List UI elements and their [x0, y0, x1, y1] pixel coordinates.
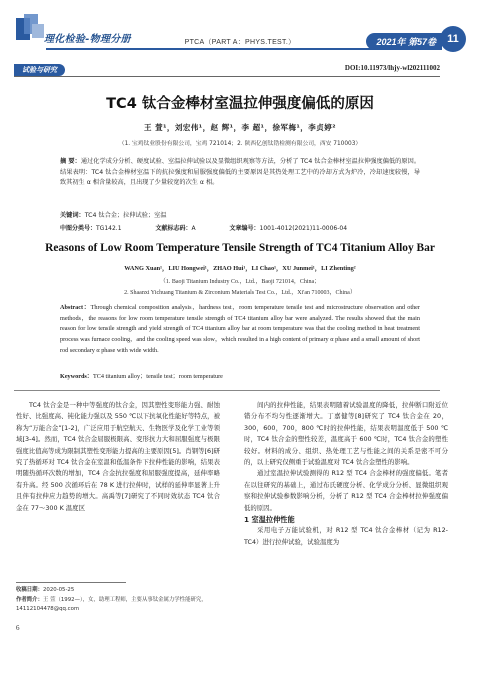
author-bio: 作者简介：王 萱（1992—），女，助理工程师，主要从事钛金属力学性能研究，14112104478@qq.com	[16, 596, 207, 612]
chinese-keywords-text: TC4 钛合金；拉伸试验；室温	[84, 212, 167, 219]
english-affiliation-1: （1. Baoji Titanium Industry Co.，Ltd.，Baoji 721014，China；	[159, 279, 321, 285]
received-date: 收稿日期：2020-05-25	[16, 587, 75, 593]
body-paragraph: 采用电子万能试验机，对 R12 型 TC4 钛合金棒材（记为 R12-TC4）进行拉伸试验，试验温度为	[244, 526, 448, 546]
english-keywords-label: Keywords：	[60, 373, 93, 380]
footnote	[16, 586, 226, 615]
body-column-left	[16, 400, 220, 570]
classification-line	[60, 223, 440, 232]
chinese-affiliation: （1. 宝鸡钛业股份有限公司，宝鸡 721014；2. 陕西亿创钛锆检测有限公司，西安 710003）	[118, 141, 362, 147]
journal-name: PTCA（PART A：PHYS.TEST.）	[184, 39, 296, 46]
doc-code-value: A	[191, 225, 196, 232]
year-volume-badge: 2021年 第57卷	[366, 33, 442, 50]
issue-number: 11	[440, 26, 466, 52]
article-id-value: 1001-4012(2021)11-0006-04	[259, 225, 348, 232]
journal-header	[0, 0, 480, 52]
footnote-rule	[16, 582, 126, 583]
chinese-abstract	[60, 157, 420, 189]
chinese-authors: 王 萱¹，刘宏伟¹，赵 辉¹，李 超¹，徐军梅¹，李贞婷²	[143, 123, 337, 132]
body-paragraph: 间内的拉伸性能，结果表明随着试验温度的降低，拉伸断口附近位错分布不均匀性逐渐增大。丁嘉健等[8]研究了 TC4 钛合金在 20，300，600，700，800 ℃时的拉伸性能，结果表明温度低于 500 ℃时，TC4 钛合金的塑性较差，温度高于 600 ℃时，TC4 钛合金的塑性较好。材料的成分、组织、热处理工艺与性能之间的关系是密不可分的，以上研究仅侧重于试验温度对 TC4 钛合金塑性的影响。	[244, 401, 448, 467]
english-abstract	[60, 303, 420, 357]
doc-code-label: 文献标志码：	[155, 225, 192, 232]
english-title: Reasons of Low Room Temperature Tensile Strength of TC4 Titanium Alloy Bar	[45, 242, 435, 254]
english-abstract-label: Abstract：	[60, 304, 91, 311]
article-id-label: 文章编号：	[229, 225, 260, 232]
english-abstract-text: Through chemical composition analysis，hardness test，room temperature tensile test and microstructure observation and other methods，the reasons for low room temperature tensile strength of TC4 titanium alloy bar were analyzed. The results showed that the main reason for low tensile strength and yield strength of TC4 titanium alloy bar at room temperature was that the cooling method in heat treatment process was furnace cooling，and the cooling speed was slow，which resulted in a high content of primary α phase and a small amount of short rod secondary α phase with wide width.	[60, 304, 420, 354]
abstract-divider	[14, 390, 440, 391]
page-number: 6	[16, 624, 20, 632]
chinese-keywords-label: 关键词：	[60, 212, 85, 219]
top-rule	[14, 76, 440, 77]
header-divider	[46, 48, 440, 50]
section-tag: 试验与研究	[14, 64, 65, 76]
clc-label: 中图分类号：	[60, 225, 97, 232]
body-paragraph: TC4 钛合金是一种中等强度的钛合金，因其塑性变形能力强、耐蚀性好、比强度高、钝化能力强以及 550 ℃以下抗氧化性能好等特点，被称为“万能合金”[1-2]，广泛应用于航空航天、生物医学及化学工业等领域[3-4]。然而，TC4 钛合金屈服极限高、变形抗力大和屈服强度与极限强度比值高等成为限制其塑性变形能力提高的主要原因[5]。肖钢等[6]研究了热循环对 TC4 钛合金在室温和低温条件下拉伸性能的影响，结果表明随热循环次数的增加，TC4 合金抗拉强度和屈服强度提高，延伸率略有升高。经 500 次循环后在 78 K 进行拉伸时，试样的延伸率显著上升且伴有拉伸应力趋势的增大。高禹等[7]研究了不同时效状态 TC4 钛合金在 77～300 K 温度区	[16, 401, 220, 512]
english-keywords-text: TC4 titanium alloy；tensile test；room temperature	[93, 373, 223, 380]
clc-value: TG142.1	[96, 225, 122, 232]
english-affiliation-2: 2. Shaanxi Yichuang Titanium & Zirconium Materials Test Co.，Ltd.，Xi'an 710003，China）	[124, 290, 356, 296]
chinese-abstract-text: 通过化学成分分析、硬度试验、室温拉伸试验以及显微组织观察等方法，分析了 TC4 钛合金棒材室温拉伸强度偏低的原因。结果表明：TC4 钛合金棒材室温下的抗拉强度和屈服强度偏低的主要原因是其热处理工艺中的冷却方式为炉冷，冷却速度较慢，导致其初生 α 相含量较高，且出现了少量较宽的次生 α 相。	[60, 158, 421, 187]
body-column-right	[244, 400, 448, 548]
english-authors: WANG Xuan¹，LIU Hongwei¹，ZHAO Hui¹，LI Chao¹，XU Junmei¹，LI Zhenting²	[124, 265, 356, 272]
journal-brand: 理化检验-物理分册	[44, 34, 131, 45]
chinese-abstract-label: 摘 要：	[60, 158, 81, 165]
chinese-title: TC4 钛合金棒材室温拉伸强度偏低的原因	[106, 96, 374, 112]
body-paragraph: 通过室温拉伸试验测得的 R12 型 TC4 合金棒材的强度偏低。笔者在以往研究的基础上，通过布氏硬度分析、化学成分分析、显微组织观察和拉伸试验参数影响分析，分析了 R12 型 TC4 合金棒材拉伸强度偏低的原因。	[244, 469, 448, 512]
english-keywords	[60, 371, 420, 380]
chinese-keywords	[60, 210, 420, 219]
section-heading: 1 室温拉伸性能	[244, 515, 295, 525]
doi: DOI:10.11973/lhjy-wl202111002	[344, 64, 440, 72]
